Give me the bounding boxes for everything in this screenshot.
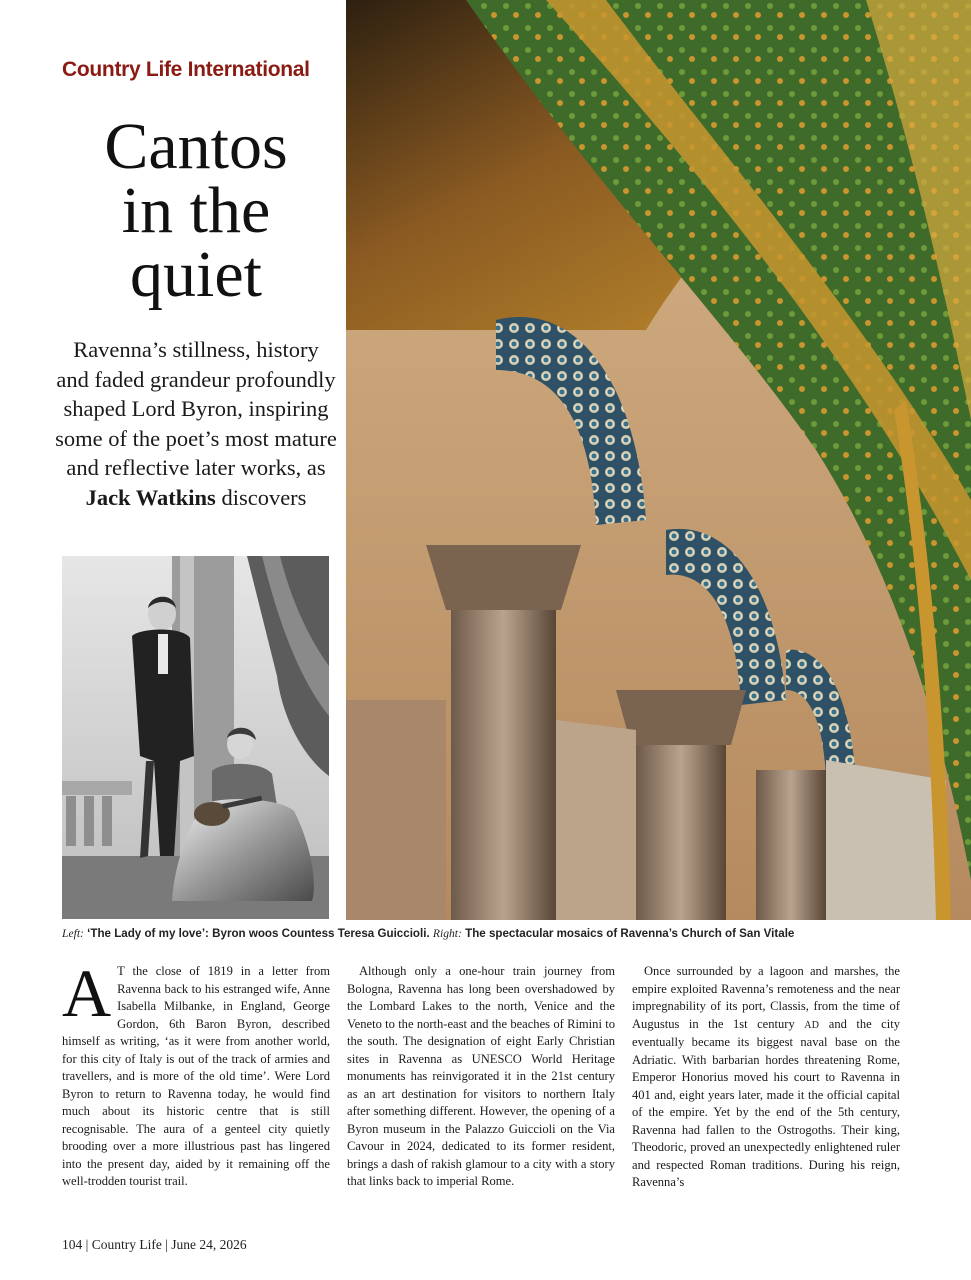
headline-line-3: quiet (130, 238, 262, 311)
body-column-1 (62, 955, 330, 1191)
body-column-3-text-b: and the city eventually became its biggest naval base on the Adriatic. With barbarian hordes threatening Rome, Emperor Honorius moved his court to Ravenna in 401 and, eight years later, made it the official capital of the empire. Yet by the end of the 5th century, Ravenna had fallen to the Ostrogoths. Their king, Theodoric, proved an unexpectedly enlightened ruler and respected Roman traditions. During his reign, Ravenna’s (632, 1016, 901, 1189)
engraving-illustration (62, 556, 329, 919)
drop-cap: A (62, 955, 112, 1031)
headline (62, 110, 330, 311)
photo-caption (62, 927, 962, 940)
section-kicker: Country Life International (62, 58, 310, 81)
caption-left-text: ‘The Lady of my love’: Byron woos Countess Teresa Guiccioli. (87, 927, 430, 940)
body-column-2-text: Although only a one-hour train journey from Bologna, Ravenna has long been overshadowed by the Lombard Lakes to the north, Venice and the Veneto to the north-east and the beaches of Rimini to the south. The designation of eight Early Christian sites in Ravenna as UNESCO World Heritage monuments has reinvigorated it in the 21st century as an art destination for visitors to northern Italy after something different. However, the opening of a Byron museum in the Palazzo Guiccioli on the Via Cavour in 2024, dedicated to its former resident, brings a dash of rakish glamour to a city with a story that links back to imperial Rome. (347, 964, 615, 1188)
body-column-2 (347, 963, 615, 1191)
standfirst (55, 335, 337, 512)
san-vitale-mosaic-image (346, 0, 971, 920)
body-column-1-text: T the close of 1819 in a letter from Ravenna back to his estranged wife, Anne Isabella Milbanke, in England, George Gordon, 6th Baron Byron, described himself as writing, ‘as it were from another world, for this city of Italy is out of the track of armies and travellers, and is more of the old time’. Were Lord Byron to return to Ravenna today, he would find much about its historic centre that is still recognisable. The aura of a genteel city quietly brooding over a more illustrious past has lingered into the present day, aided by it remaining off the well-trodden tourist trail. (62, 964, 330, 1188)
headline-line-1: Cantos (104, 110, 288, 183)
caption-right-label: Right: (432, 927, 462, 940)
standfirst-end: discovers (221, 484, 307, 510)
page-folio: 104 | Country Life | June 24, 2026 (62, 1237, 247, 1252)
standfirst-text: Ravenna’s stillness, history and faded grandeur profoundly shaped Lord Byron, inspiring some of the poet’s most mature and reflective later works, as (55, 337, 337, 480)
body-column-3-text-a: Once surrounded by a lagoon and marshes, the empire exploited Ravenna’s remoteness and the near impregnability of its port, Classis, from the time of Augustus in the 1st century (632, 964, 900, 1031)
byron-engraving-image (62, 556, 329, 919)
caption-left-label: Left: (62, 927, 84, 940)
mosaic-illustration (346, 0, 971, 920)
body-column-3 (632, 963, 900, 1192)
era-abbreviation: AD (804, 1019, 820, 1031)
headline-line-2: in the (121, 174, 271, 247)
author-name: Jack Watkins (85, 484, 216, 510)
caption-right-text: The spectacular mosaics of Ravenna’s Church of San Vitale (465, 927, 795, 940)
